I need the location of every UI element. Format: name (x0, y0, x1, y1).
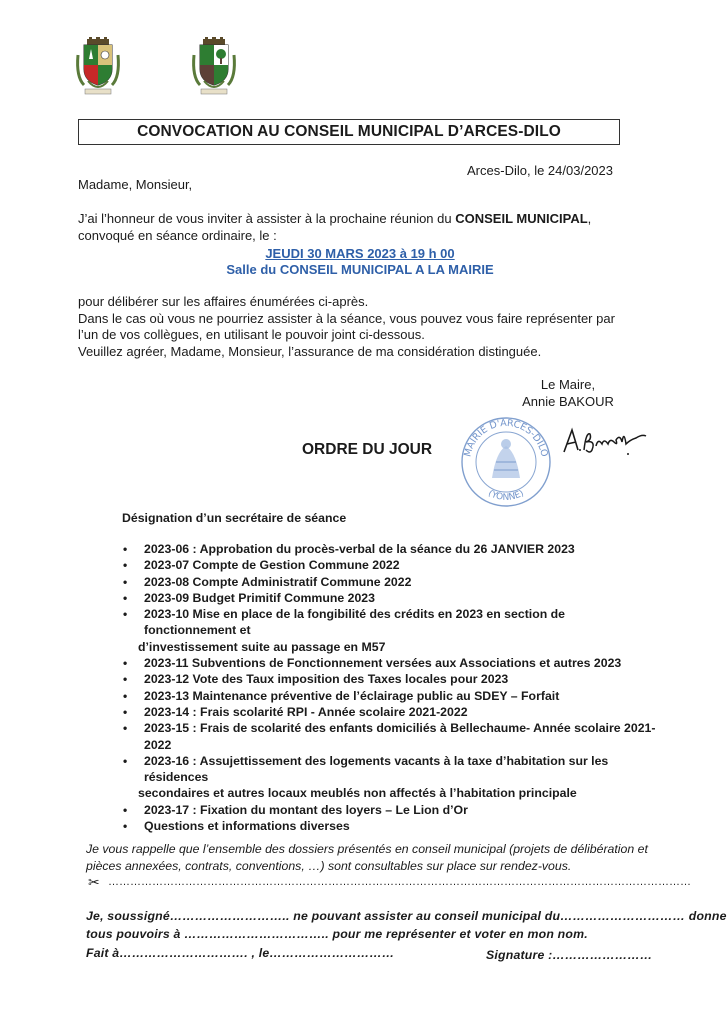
agenda-item-text: 2023-08 Compte Administratif Commune 2022 (144, 574, 412, 589)
intro-text-bold: CONSEIL MUNICIPAL (455, 211, 588, 226)
body-line: pour délibérer sur les affaires énumérées ci-après. (78, 294, 369, 309)
mairie-seal-icon (456, 412, 556, 508)
coat-of-arms-arces-icon (70, 37, 126, 97)
agenda-item-text: 2023-10 Mise en place de la fongibilité des crédits en 2023 en section de fonctionnement et (144, 607, 565, 638)
svg-text:(YONNE): (YONNE) (486, 488, 526, 503)
bullet-icon: • (123, 672, 128, 687)
agenda-item-text: 2023-13 Maintenance préventive de l’éclairage public au SDEY – Forfait (144, 688, 560, 703)
proxy-line-2: tous pouvoirs à …………………………….. pour me représenter et voter en mon nom. (86, 927, 588, 941)
scissors-icon: ✂ (88, 874, 100, 890)
agenda-item (120, 557, 660, 573)
signatory-name: Annie BAKOUR (522, 394, 614, 409)
agenda-item-text: secondaires et autres locaux meublés non affectés à l’habitation principale (138, 786, 577, 801)
place-date: Arces-Dilo, le 24/03/2023 (467, 163, 613, 178)
meeting-date: JEUDI 30 MARS 2023 à 19 h 00 (265, 246, 455, 261)
signatory (498, 376, 638, 410)
signatory-role: Le Maire, (540, 377, 596, 392)
agenda-item-text: 2023-15 : Frais de scolarité des enfants domiciliés à Bellechaume- Année scolaire 2021-2022 (144, 721, 656, 752)
bullet-icon: • (123, 704, 128, 719)
intro-paragraph (78, 211, 638, 244)
cut-line: …………………………………………………………………………………………………………………………………………… (108, 876, 691, 888)
agenda-item (120, 541, 660, 557)
agenda-item (120, 753, 660, 802)
svg-text:MAIRIE D'ARCES-DILO: MAIRIE D'ARCES-DILO (462, 417, 550, 458)
meeting-location: Salle du CONSEIL MUNICIPAL A LA MAIRIE (226, 262, 494, 277)
agenda-item (120, 655, 660, 671)
meeting-block (170, 246, 550, 277)
proxy-signature-line: Signature :…………………… (486, 948, 653, 962)
agenda-item-text: 2023-14 : Frais scolarité RPI - Année scolaire 2021-2022 (144, 704, 468, 719)
intro-text-after: , convoqué en séance ordinaire, le : (78, 211, 592, 243)
agenda-item (120, 606, 660, 655)
agenda-item-text: 2023-06 : Approbation du procès-verbal de la séance du 26 JANVIER 2023 (144, 542, 575, 556)
agenda-item (120, 802, 660, 818)
agenda-item-text: 2023-11 Subventions de Fonctionnement versées aux Associations et autres 2023 (144, 656, 622, 671)
body-text (78, 294, 638, 360)
agenda-item-text: 2023-07 Compte de Gestion Commune 2022 (144, 558, 400, 573)
body-line: Veuillez agréer, Madame, Monsieur, l’assurance de ma considération distinguée. (78, 343, 542, 359)
bullet-icon: • (123, 590, 128, 605)
agenda-item (120, 720, 660, 753)
coat-of-arms-dilo-icon (186, 37, 242, 97)
bullet-icon: • (123, 574, 128, 589)
agenda-intro: Désignation d’un secrétaire de séance (122, 511, 347, 525)
agenda-item-text: Questions et informations diverses (144, 819, 350, 834)
bullet-icon: • (123, 802, 128, 817)
agenda-list (120, 541, 660, 834)
agenda-item (120, 818, 660, 834)
agenda-item-text: d’investissement suite au passage en M57 (138, 639, 386, 654)
proxy-line-1: Je, soussigné……………………….. ne pouvant assister au conseil municipal du………………………… donne (86, 909, 727, 923)
reminder-text (86, 841, 656, 875)
bullet-icon: • (123, 721, 128, 736)
agenda-title: ORDRE DU JOUR (302, 441, 433, 458)
body-line: Dans le cas où vous ne pourriez assister à la séance, vous pouvez vous faire représenter par l’un de vos collègues, en utilisant le pouvoir joint ci-dessous. (78, 310, 615, 342)
agenda-item (120, 671, 660, 687)
bullet-icon: • (123, 688, 128, 703)
bullet-icon: • (123, 656, 128, 671)
agenda-item (120, 704, 660, 720)
proxy-date-line: Fait à…………………………. , le………………………… (86, 946, 395, 960)
agenda-item-text: 2023-16 : Assujettissement des logements vacants à la taxe d’habitation sur les résidences (144, 753, 609, 785)
agenda-item-text: 2023-12 Vote des Taux imposition des Taxes locales pour 2023 (144, 672, 509, 687)
agenda-item (120, 574, 660, 590)
reminder-line: pièces annexées, contrats, conventions, …) sont consultables sur place sur rendez-vous. (86, 859, 572, 873)
agenda-item-text: 2023-09 Budget Primitif Commune 2023 (144, 590, 375, 605)
bullet-icon: • (123, 607, 128, 622)
reminder-line: Je vous rappelle que l’ensemble des dossiers présentés en conseil municipal (projets de délibération et (86, 842, 648, 856)
document-title: CONVOCATION AU CONSEIL MUNICIPAL D’ARCES-DILO (78, 119, 620, 145)
bullet-icon: • (123, 542, 128, 556)
salutation: Madame, Monsieur, (78, 177, 193, 192)
bullet-icon: • (123, 558, 128, 573)
intro-text-before: J’ai l’honneur de vous inviter à assister à la prochaine réunion du (78, 211, 456, 226)
signature-icon (560, 420, 650, 460)
agenda-item (120, 688, 660, 704)
bullet-icon: • (123, 753, 128, 768)
bullet-icon: • (123, 819, 128, 834)
agenda-item (120, 590, 660, 606)
agenda-item-text: 2023-17 : Fixation du montant des loyers – Le Lion d’Or (144, 802, 468, 817)
